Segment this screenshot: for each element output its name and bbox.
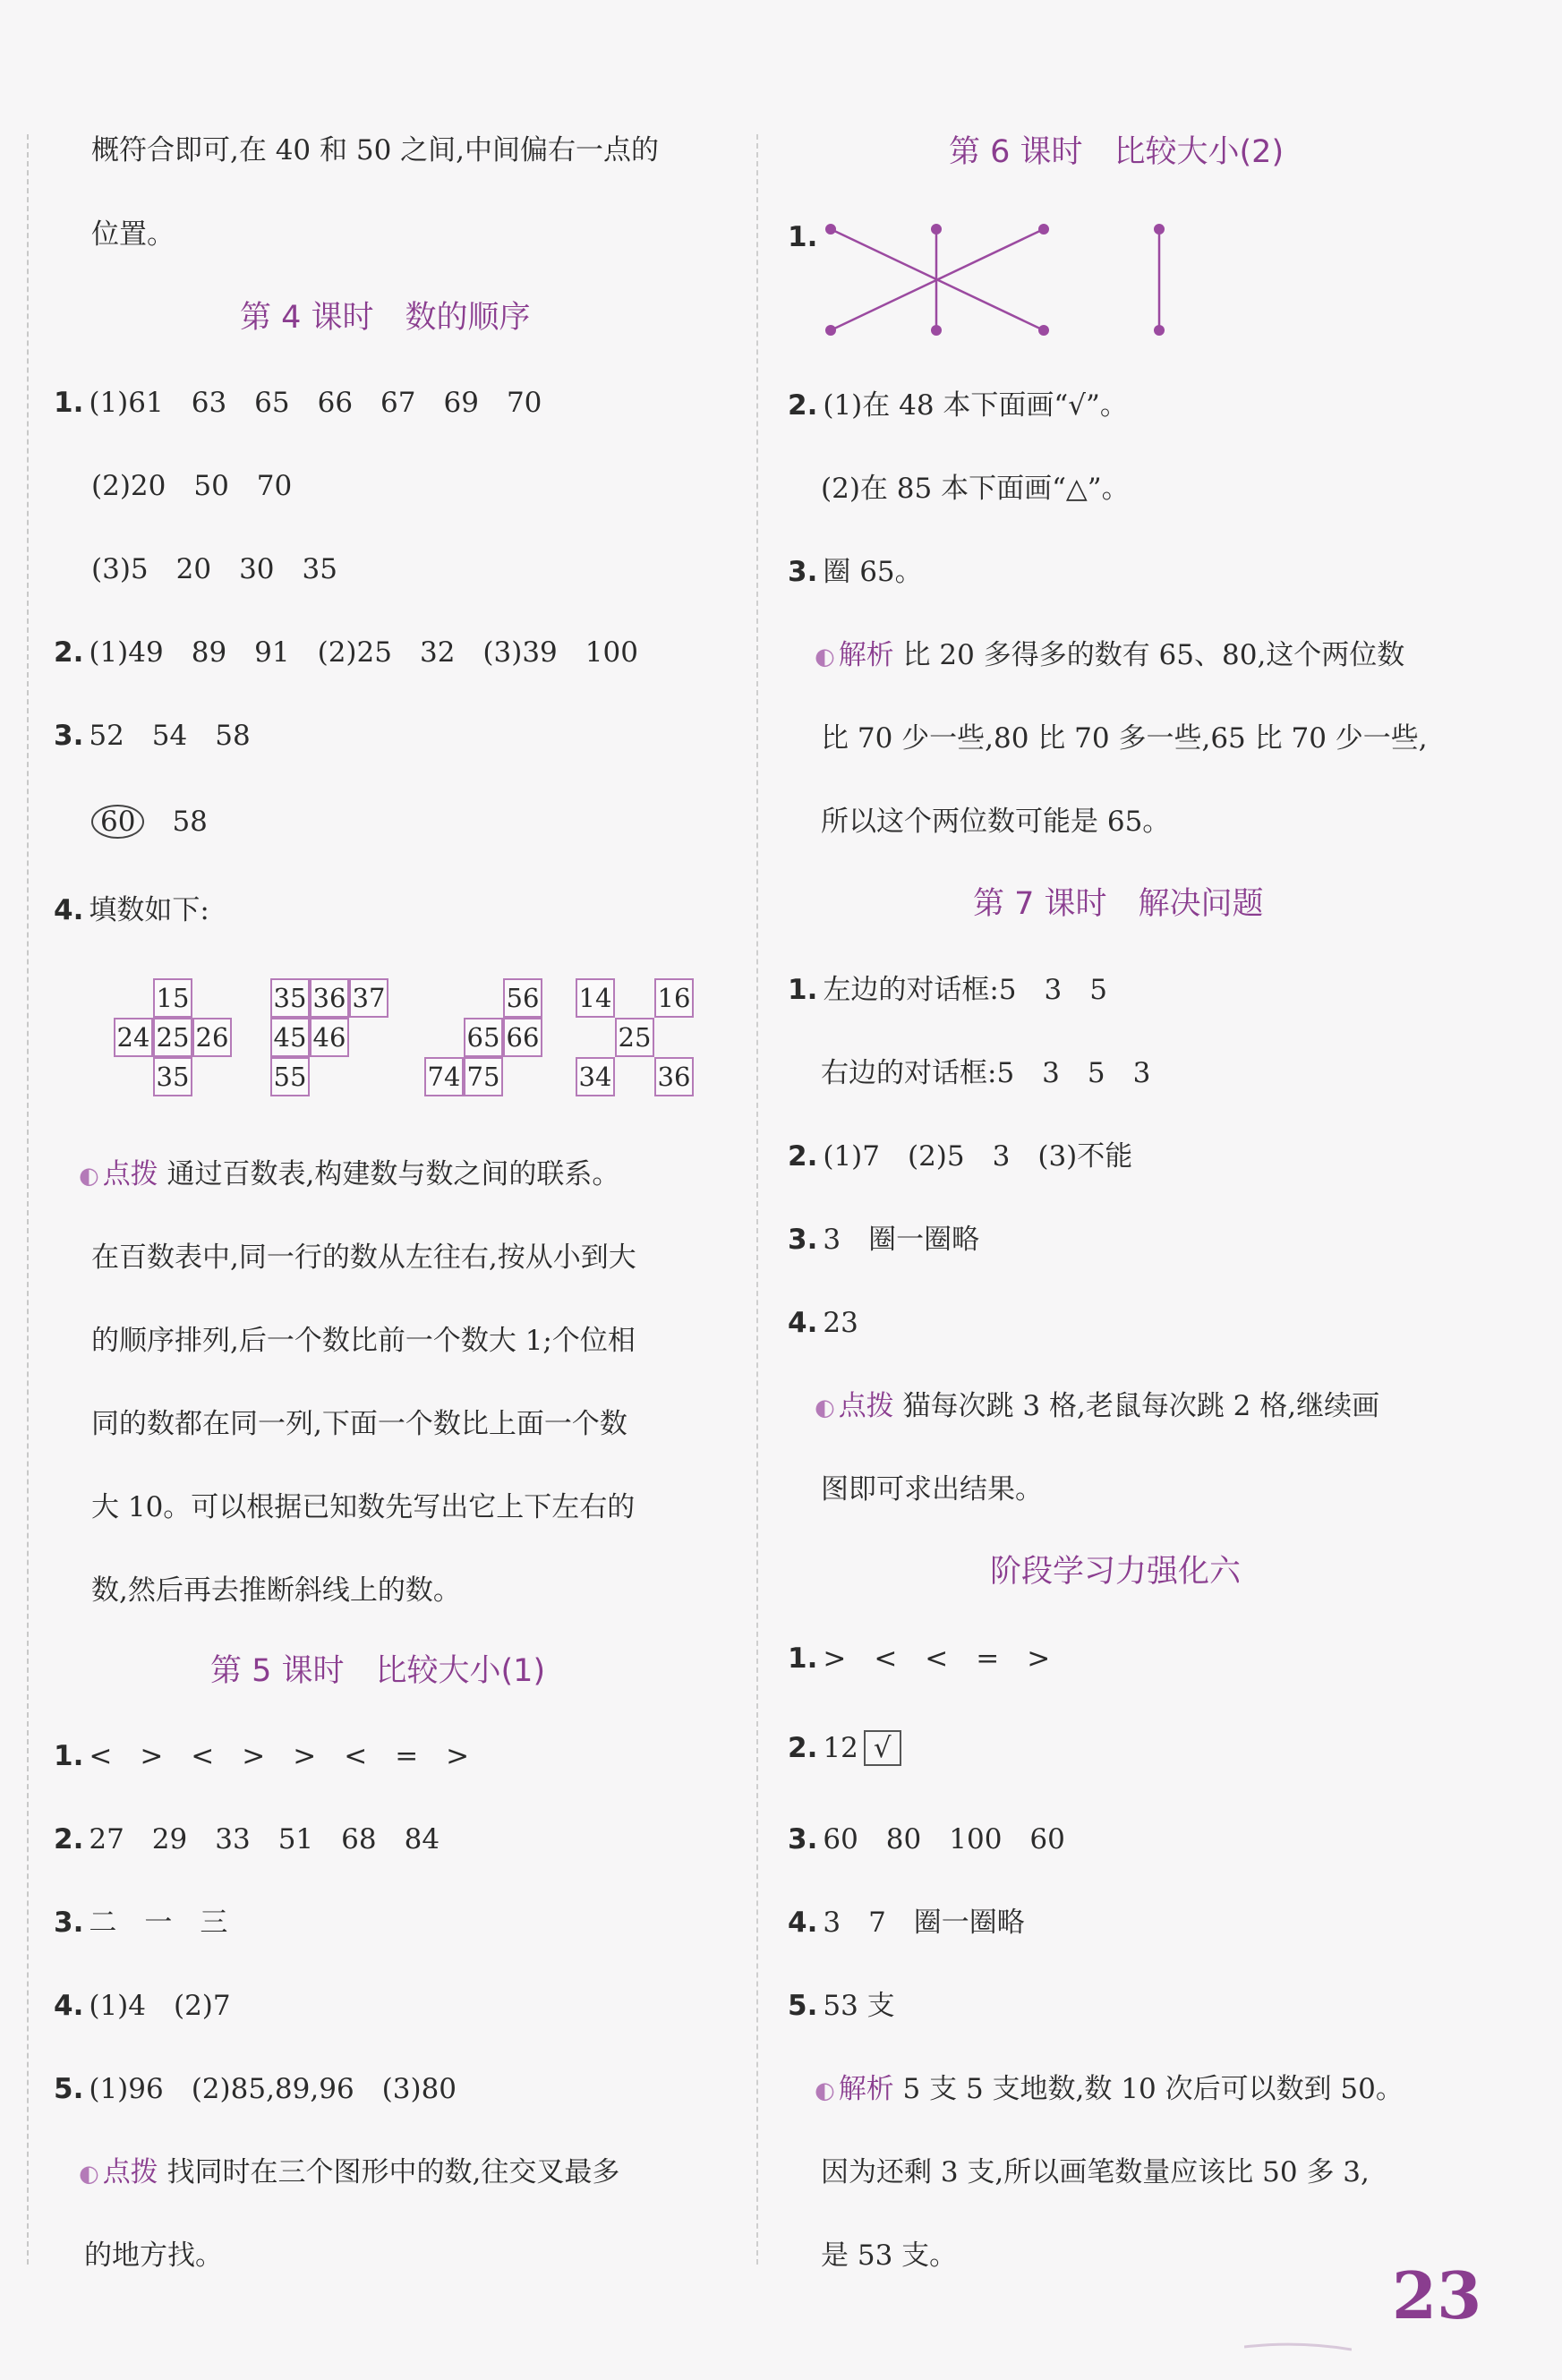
l4-q4 — [54, 892, 209, 928]
question-number: 3. — [54, 720, 84, 752]
tip-tag: ◐ 点拨 — [79, 1158, 158, 1190]
l4-tip-line2: 在百数表中,同一行的数从左往右,按从小到大 — [91, 1241, 636, 1274]
l7-q4 — [788, 1305, 858, 1341]
tip-text: 找同时在三个图形中的数,往交叉最多 — [166, 2156, 620, 2188]
question-number: 3. — [788, 1224, 818, 1256]
l6-q1 — [788, 219, 823, 255]
l7-tip-line1 — [815, 1388, 1379, 1426]
question-number: 4. — [54, 1990, 84, 2022]
stage-analysis-line2: 因为还剩 3 支,所以画笔数量应该比 50 多 3, — [821, 2156, 1370, 2188]
question-number: 4. — [788, 1907, 818, 1939]
analysis-tag: ◐ 解析 — [815, 2073, 894, 2105]
stage-q2 — [788, 1730, 901, 1766]
lesson6-title: 第 6 课时 比较大小(2) — [949, 134, 1285, 170]
answer-text: (1)4 (2)7 — [89, 1990, 231, 2022]
dot — [825, 325, 836, 336]
stage-q1 — [788, 1641, 1050, 1676]
analysis-tag: ◐ 解析 — [815, 639, 894, 671]
l6-analysis-line1 — [815, 637, 1404, 675]
l6-q3 — [788, 554, 923, 590]
question-number: 2. — [54, 1823, 84, 1855]
answer-text: (1)96 (2)85,89,96 (3)80 — [89, 2073, 457, 2105]
dot — [1038, 224, 1049, 235]
dot — [931, 224, 942, 235]
tip-text: 猫每次跳 3 格,老鼠每次跳 2 格,继续画 — [902, 1390, 1380, 1422]
grid-cell: 16 — [654, 978, 694, 1018]
question-number: 2. — [54, 636, 84, 669]
grid-cell: 36 — [310, 978, 349, 1018]
matching-lines-diagram — [820, 215, 1080, 340]
grid-cell: 66 — [503, 1018, 542, 1057]
question-number: 4. — [54, 894, 84, 926]
question-number: 2. — [788, 389, 818, 422]
l5-q5 — [54, 2071, 457, 2107]
answer-text: 60 80 100 60 — [823, 1823, 1065, 1855]
answer-text: 填数如下: — [89, 894, 209, 926]
question-number: 5. — [54, 2073, 84, 2105]
l5-q3 — [54, 1905, 227, 1941]
stage-q4 — [788, 1905, 1025, 1941]
l4-q3 — [54, 718, 251, 754]
dot — [931, 325, 942, 336]
l7-q2 — [788, 1139, 1132, 1174]
question-number: 3. — [788, 556, 818, 588]
swoosh-path — [1244, 2344, 1352, 2350]
stage-analysis-line1 — [815, 2071, 1404, 2109]
grid-cell: 45 — [270, 1018, 310, 1057]
question-number: 1. — [788, 1642, 818, 1675]
column-divider — [756, 134, 758, 2265]
grid-cell: 25 — [153, 1018, 192, 1057]
question-number: 2. — [788, 1732, 818, 1764]
intro-line-1: 概符合即可,在 40 和 50 之间,中间偏右一点的 — [91, 134, 660, 166]
l4-tip-line1 — [79, 1156, 619, 1194]
intro-line-2: 位置。 — [91, 218, 175, 251]
answer-text: 53 支 — [823, 1990, 895, 2022]
question-number: 3. — [54, 1907, 84, 1939]
lesson4-title: 第 4 课时 数的顺序 — [240, 300, 531, 336]
single-line-diagram — [1146, 215, 1173, 340]
stage-title: 阶段学习力强化六 — [990, 1554, 1242, 1590]
question-number: 1. — [788, 974, 818, 1006]
answer-text: (1)49 89 91 (2)25 32 (3)39 100 — [89, 636, 638, 669]
question-number: 5. — [788, 1990, 818, 2022]
dot — [1154, 224, 1165, 235]
grid-cell: 74 — [424, 1057, 464, 1096]
l4-q3-line2 — [91, 804, 208, 840]
answer-text: 3 7 圈一圈略 — [823, 1907, 1025, 1939]
answer-text: 12 — [823, 1732, 858, 1764]
dot — [1038, 325, 1049, 336]
l7-q1-line1 — [788, 972, 1107, 1008]
tip-tag: ◐ 点拨 — [815, 1390, 894, 1422]
l5-q4 — [54, 1988, 231, 2024]
l4-q1-line1 — [54, 385, 542, 421]
grid-cell: 55 — [270, 1057, 310, 1096]
grid-cell: 35 — [270, 978, 310, 1018]
question-number: 1. — [54, 387, 84, 419]
lesson7-title: 第 7 课时 解决问题 — [973, 886, 1264, 922]
check-box: √ — [864, 1730, 901, 1766]
l4-q1-line2: (2)20 50 70 — [91, 470, 293, 502]
dot — [825, 224, 836, 235]
answer-text: > < < = > — [823, 1642, 1051, 1675]
decorative-swoosh — [1244, 2341, 1352, 2353]
l5-tip-line2: 的地方找。 — [84, 2239, 223, 2272]
grid-cell: 14 — [576, 978, 615, 1018]
l6-q2-line1 — [788, 388, 1128, 423]
question-number: 3. — [788, 1823, 818, 1855]
answer-text: 3 圈一圈略 — [823, 1224, 980, 1256]
answer-text: 圈 65。 — [823, 556, 923, 588]
tip-text: 通过百数表,构建数与数之间的联系。 — [166, 1158, 620, 1190]
stage-q3 — [788, 1821, 1065, 1857]
question-number: 1. — [788, 221, 818, 253]
stage-q5 — [788, 1988, 895, 2024]
grid-cell: 65 — [464, 1018, 503, 1057]
grid-cell: 37 — [349, 978, 388, 1018]
answer-text: 58 — [172, 806, 208, 838]
answer-text: (1)7 (2)5 3 (3)不能 — [823, 1140, 1133, 1173]
lesson5-title: 第 5 课时 比较大小(1) — [210, 1653, 546, 1689]
margin-rule — [27, 134, 29, 2265]
l5-tip-line1 — [79, 2154, 619, 2192]
grid-cell: 56 — [503, 978, 542, 1018]
grid-cell: 24 — [114, 1018, 153, 1057]
tip-tag: ◐ 点拨 — [79, 2156, 158, 2188]
l5-q1 — [54, 1738, 469, 1774]
l4-tip-line6: 数,然后再去推断斜线上的数。 — [91, 1574, 461, 1607]
grid-cell: 25 — [615, 1018, 654, 1057]
question-number: 4. — [788, 1307, 818, 1339]
l5-q2 — [54, 1821, 440, 1857]
l6-analysis-line2: 比 70 少一些,80 比 70 多一些,65 比 70 少一些, — [821, 722, 1428, 755]
answer-text: 27 29 33 51 68 84 — [89, 1823, 440, 1855]
grid-cell: 26 — [192, 1018, 232, 1057]
l7-q3 — [788, 1222, 979, 1258]
l6-q2-line2: (2)在 85 本下面画“△”。 — [821, 473, 1130, 505]
l4-tip-line5: 大 10。可以根据已知数先写出它上下左右的 — [91, 1491, 636, 1523]
stage-analysis-line3: 是 53 支。 — [821, 2239, 958, 2272]
question-number: 2. — [788, 1140, 818, 1173]
answer-text: 23 — [823, 1307, 858, 1339]
analysis-text: 比 20 多得多的数有 65、80,这个两位数 — [902, 639, 1405, 671]
page-number: 23 — [1392, 2257, 1482, 2333]
grid-cell: 35 — [153, 1057, 192, 1096]
l4-tip-line4: 同的数都在同一列,下面一个数比上面一个数 — [91, 1408, 627, 1440]
dot — [1154, 325, 1165, 336]
answer-text: (1)61 63 65 66 67 69 70 — [89, 387, 542, 419]
answer-text: 52 54 58 — [89, 720, 251, 752]
grid-cell: 15 — [153, 978, 192, 1018]
l4-q2 — [54, 635, 638, 670]
answer-text: < > < > > < = > — [89, 1740, 470, 1772]
grid-cell: 75 — [464, 1057, 503, 1096]
answer-text: 二 一 三 — [89, 1907, 228, 1939]
l4-tip-line3: 的顺序排列,后一个数比前一个数大 1;个位相 — [91, 1325, 636, 1357]
grid-cell: 46 — [310, 1018, 349, 1057]
grid-cell: 34 — [576, 1057, 615, 1096]
matching-lines — [831, 229, 1044, 330]
question-number: 1. — [54, 1740, 84, 1772]
l4-q1-line3: (3)5 20 30 35 — [91, 553, 337, 585]
answer-text: (1)在 48 本下面画“√”。 — [823, 389, 1128, 422]
analysis-text: 5 支 5 支地数,数 10 次后可以数到 50。 — [902, 2073, 1404, 2105]
l6-analysis-line3: 所以这个两位数可能是 65。 — [821, 806, 1171, 838]
l7-q1-line2: 右边的对话框:5 3 5 3 — [821, 1057, 1151, 1089]
circled-number: 60 — [91, 805, 144, 839]
grid-cell: 36 — [654, 1057, 694, 1096]
answer-text: 左边的对话框:5 3 5 — [823, 974, 1107, 1006]
l7-tip-line2: 图即可求出结果。 — [821, 1473, 1043, 1506]
